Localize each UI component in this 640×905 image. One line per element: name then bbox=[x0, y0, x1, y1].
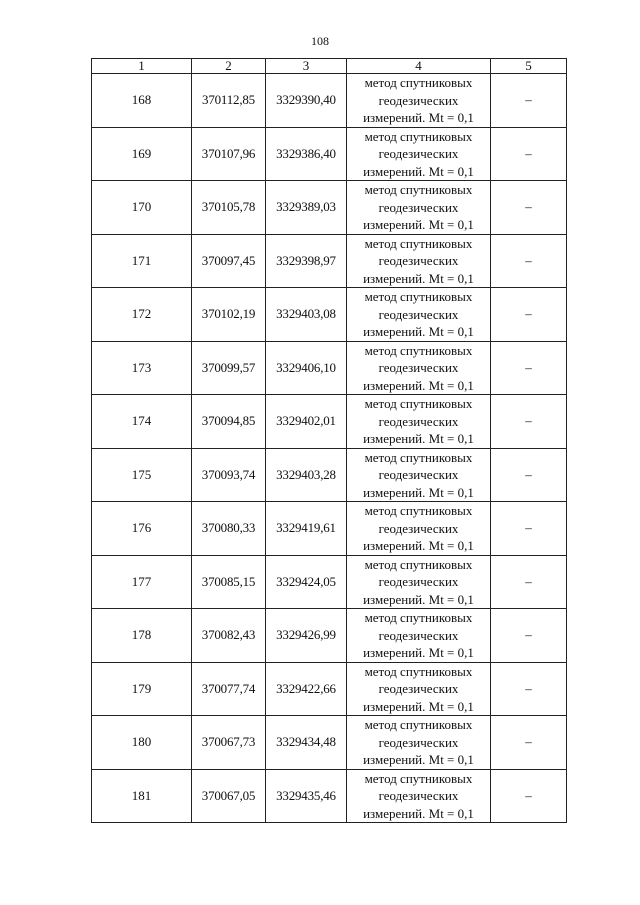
method-line-3: измерений. Mt = 0,1 bbox=[363, 324, 474, 339]
note-cell: – bbox=[491, 609, 567, 663]
note-cell: – bbox=[491, 234, 567, 288]
method-line-2: геодезических bbox=[378, 574, 459, 589]
method-line-2: геодезических bbox=[378, 146, 459, 161]
method-line-1: метод спутниковых bbox=[364, 289, 473, 304]
method-cell bbox=[347, 716, 491, 770]
point-number-cell: 170 bbox=[92, 181, 192, 235]
method-cell bbox=[347, 502, 491, 556]
method-line-1: метод спутниковых bbox=[364, 396, 473, 411]
method-line-3: измерений. Mt = 0,1 bbox=[363, 752, 474, 767]
x-coordinate-cell: 370082,43 bbox=[192, 609, 266, 663]
method-cell bbox=[347, 662, 491, 716]
x-coordinate-cell: 370097,45 bbox=[192, 234, 266, 288]
header-col-3: 3 bbox=[266, 59, 347, 74]
x-coordinate-cell: 370067,73 bbox=[192, 716, 266, 770]
table-row bbox=[92, 288, 567, 342]
header-col-4: 4 bbox=[347, 59, 491, 74]
method-line-2: геодезических bbox=[378, 92, 459, 108]
y-coordinate-cell: 3329403,28 bbox=[266, 448, 347, 502]
point-number-cell: 180 bbox=[92, 716, 192, 770]
y-coordinate-cell: 3329406,10 bbox=[266, 341, 347, 395]
table-row bbox=[92, 555, 567, 609]
table-row bbox=[92, 74, 567, 128]
x-coordinate-cell: 370080,33 bbox=[192, 502, 266, 556]
header-col-2: 2 bbox=[192, 59, 266, 74]
note-cell: – bbox=[491, 288, 567, 342]
x-coordinate-cell: 370102,19 bbox=[192, 288, 266, 342]
point-number-cell: 175 bbox=[92, 448, 192, 502]
y-coordinate-cell: 3329422,66 bbox=[266, 662, 347, 716]
point-number-cell: 178 bbox=[92, 609, 192, 663]
method-cell bbox=[347, 448, 491, 502]
method-line-3: измерений. Mt = 0,1 bbox=[363, 538, 474, 553]
method-line-3: измерений. Mt = 0,1 bbox=[363, 698, 474, 714]
x-coordinate-cell: 370077,74 bbox=[192, 662, 266, 716]
method-line-2: геодезических bbox=[378, 734, 459, 750]
x-coordinate-cell: 370085,15 bbox=[192, 555, 266, 609]
x-coordinate-cell: 370067,05 bbox=[192, 769, 266, 823]
method-line-2: геодезических bbox=[378, 413, 459, 429]
table-body bbox=[92, 74, 567, 823]
note-cell: – bbox=[491, 769, 567, 823]
method-line-1: метод спутниковых bbox=[364, 610, 473, 625]
header-col-1: 1 bbox=[92, 59, 192, 74]
method-line-2: геодезических bbox=[378, 788, 459, 803]
note-cell: – bbox=[491, 448, 567, 502]
table-row bbox=[92, 609, 567, 663]
method-line-2: геодезических bbox=[378, 306, 459, 322]
table-row bbox=[92, 769, 567, 823]
method-line-1: метод спутниковых bbox=[364, 503, 473, 518]
method-line-1: метод спутниковых bbox=[364, 235, 473, 251]
method-cell bbox=[347, 127, 491, 181]
point-number-cell: 181 bbox=[92, 769, 192, 823]
note-cell: – bbox=[491, 74, 567, 128]
method-line-1: метод спутниковых bbox=[364, 75, 473, 90]
note-cell: – bbox=[491, 341, 567, 395]
method-line-3: измерений. Mt = 0,1 bbox=[363, 484, 474, 500]
y-coordinate-cell: 3329398,97 bbox=[266, 234, 347, 288]
table-row bbox=[92, 716, 567, 770]
table-row bbox=[92, 127, 567, 181]
method-cell bbox=[347, 234, 491, 288]
table-row bbox=[92, 234, 567, 288]
method-line-2: геодезических bbox=[378, 253, 459, 268]
x-coordinate-cell: 370107,96 bbox=[192, 127, 266, 181]
y-coordinate-cell: 3329419,61 bbox=[266, 502, 347, 556]
x-coordinate-cell: 370105,78 bbox=[192, 181, 266, 235]
table-row bbox=[92, 395, 567, 449]
method-line-3: измерений. Mt = 0,1 bbox=[363, 591, 474, 607]
method-cell bbox=[347, 555, 491, 609]
point-number-cell: 171 bbox=[92, 234, 192, 288]
point-number-cell: 179 bbox=[92, 662, 192, 716]
note-cell: – bbox=[491, 127, 567, 181]
coordinates-table bbox=[91, 58, 567, 823]
page-number: 108 bbox=[311, 34, 329, 48]
y-coordinate-cell: 3329424,05 bbox=[266, 555, 347, 609]
method-line-1: метод спутниковых bbox=[364, 182, 473, 197]
note-cell: – bbox=[491, 502, 567, 556]
method-line-2: геодезических bbox=[378, 681, 459, 696]
method-line-2: геодезических bbox=[378, 467, 459, 482]
method-cell bbox=[347, 74, 491, 128]
method-line-1: метод спутниковых bbox=[364, 128, 473, 144]
y-coordinate-cell: 3329389,03 bbox=[266, 181, 347, 235]
method-line-1: метод спутниковых bbox=[364, 663, 473, 679]
x-coordinate-cell: 370099,57 bbox=[192, 341, 266, 395]
table-row bbox=[92, 341, 567, 395]
method-line-1: метод спутниковых bbox=[364, 770, 473, 786]
table-header-row bbox=[92, 59, 567, 74]
table-row bbox=[92, 502, 567, 556]
y-coordinate-cell: 3329402,01 bbox=[266, 395, 347, 449]
y-coordinate-cell: 3329435,46 bbox=[266, 769, 347, 823]
method-line-3: измерений. Mt = 0,1 bbox=[363, 270, 474, 286]
point-number-cell: 169 bbox=[92, 127, 192, 181]
method-line-3: измерений. Mt = 0,1 bbox=[363, 377, 474, 393]
method-line-3: измерений. Mt = 0,1 bbox=[363, 163, 474, 179]
y-coordinate-cell: 3329390,40 bbox=[266, 74, 347, 128]
method-line-2: геодезических bbox=[378, 199, 459, 215]
note-cell: – bbox=[491, 662, 567, 716]
method-line-3: измерений. Mt = 0,1 bbox=[363, 645, 474, 660]
point-number-cell: 168 bbox=[92, 74, 192, 128]
note-cell: – bbox=[491, 555, 567, 609]
method-cell bbox=[347, 288, 491, 342]
table-row bbox=[92, 181, 567, 235]
method-line-3: измерений. Mt = 0,1 bbox=[363, 217, 474, 232]
method-line-3: измерений. Mt = 0,1 bbox=[363, 110, 474, 125]
method-line-3: измерений. Mt = 0,1 bbox=[363, 805, 474, 821]
header-col-5: 5 bbox=[491, 59, 567, 74]
method-cell bbox=[347, 341, 491, 395]
point-number-cell: 172 bbox=[92, 288, 192, 342]
note-cell: – bbox=[491, 395, 567, 449]
x-coordinate-cell: 370094,85 bbox=[192, 395, 266, 449]
y-coordinate-cell: 3329386,40 bbox=[266, 127, 347, 181]
method-cell bbox=[347, 395, 491, 449]
y-coordinate-cell: 3329403,08 bbox=[266, 288, 347, 342]
table-row bbox=[92, 662, 567, 716]
x-coordinate-cell: 370093,74 bbox=[192, 448, 266, 502]
method-line-1: метод спутниковых bbox=[364, 717, 473, 732]
point-number-cell: 173 bbox=[92, 341, 192, 395]
method-cell bbox=[347, 181, 491, 235]
method-line-2: геодезических bbox=[378, 520, 459, 536]
method-line-1: метод спутниковых bbox=[364, 342, 473, 358]
point-number-cell: 174 bbox=[92, 395, 192, 449]
method-line-1: метод спутниковых bbox=[364, 556, 473, 572]
x-coordinate-cell: 370112,85 bbox=[192, 74, 266, 128]
method-line-1: метод спутниковых bbox=[364, 449, 473, 465]
method-cell bbox=[347, 769, 491, 823]
table-row bbox=[92, 448, 567, 502]
note-cell: – bbox=[491, 181, 567, 235]
method-cell bbox=[347, 609, 491, 663]
method-line-2: геодезических bbox=[378, 360, 459, 375]
y-coordinate-cell: 3329426,99 bbox=[266, 609, 347, 663]
method-line-2: геодезических bbox=[378, 627, 459, 643]
y-coordinate-cell: 3329434,48 bbox=[266, 716, 347, 770]
point-number-cell: 176 bbox=[92, 502, 192, 556]
point-number-cell: 177 bbox=[92, 555, 192, 609]
method-line-3: измерений. Mt = 0,1 bbox=[363, 431, 474, 446]
note-cell: – bbox=[491, 716, 567, 770]
